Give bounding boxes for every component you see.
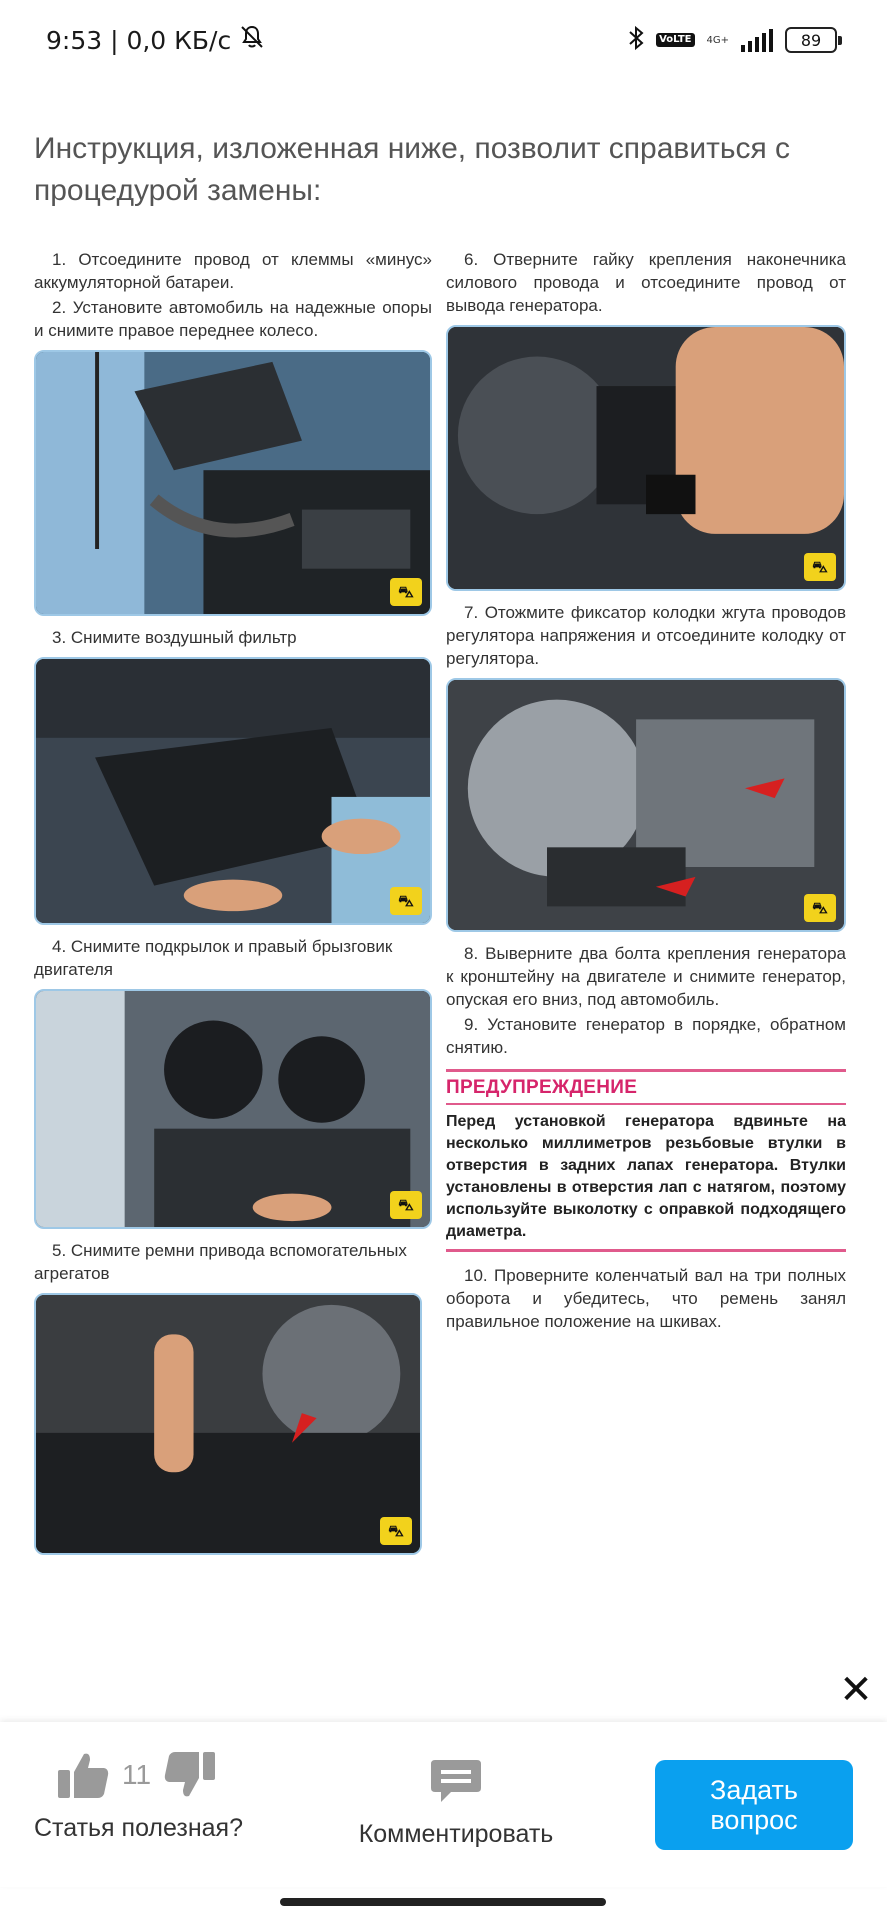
bluetooth-icon xyxy=(628,25,644,55)
car-badge-icon: ⛍ xyxy=(390,578,422,606)
step-2: 2. Установите автомобиль на надежные опоры и снимите правое переднее колесо. xyxy=(34,298,432,340)
home-indicator[interactable] xyxy=(280,1898,606,1906)
step-8: 8. Выверните два болта крепления генератора к кронштейну на двигателе и снимите генератор, опуская его вниз, под автомобиль. xyxy=(446,944,846,1009)
mute-icon xyxy=(239,24,265,56)
intro-text: Инструкция, изложенная ниже, позволит справиться с процедурой замены: xyxy=(34,132,791,207)
photo-splash-guard xyxy=(34,989,432,1229)
battery-icon: 89 xyxy=(785,27,837,53)
status-time: 9:53 | 0,0 КБ/с xyxy=(46,25,232,55)
useful-block xyxy=(34,1750,264,1843)
thumbs-up-icon[interactable] xyxy=(56,1750,110,1800)
step-6: 6. Отверните гайку крепления наконечника силового провода и отсоедините провод от вывода генератора. xyxy=(446,250,846,315)
status-left xyxy=(46,24,265,56)
photo-voltage-regulator xyxy=(446,678,846,932)
photo-air-filter xyxy=(34,657,432,925)
warning-box xyxy=(446,1069,846,1252)
car-badge-icon: ⛍ xyxy=(390,1191,422,1219)
comment-icon xyxy=(429,1758,483,1806)
step-9: 9. Установите генератор в порядке, обратном снятию. xyxy=(446,1015,846,1057)
close-icon: ✕ xyxy=(839,1667,873,1713)
comment-button[interactable] xyxy=(346,1758,566,1849)
step-7: 7. Отожмите фиксатор колодки жгута проводов регулятора напряжения и отсоедините колодку от регулятора. xyxy=(446,603,846,668)
manual-page xyxy=(34,248,854,1568)
status-right xyxy=(628,25,837,55)
car-badge-icon: ⛍ xyxy=(804,553,836,581)
network-type: 4G+ xyxy=(706,34,729,46)
photo-generator-wire xyxy=(446,325,846,591)
step-1: 1. Отсоедините провод от клеммы «минус» аккумуляторной батареи. xyxy=(34,250,432,292)
photo-engine-bay xyxy=(34,350,432,616)
warning-body: Перед установкой генератора вдвиньте на несколько миллиметров резьбовые втулки в отверстия в задних лапах генератора. Втулки установлены в отверстия лап с натягом, поэтому используйте выколотку с оправкой подходящего диаметра. xyxy=(446,1103,846,1252)
close-button[interactable] xyxy=(826,1660,886,1720)
step-5: 5. Снимите ремни привода вспомогательных агрегатов xyxy=(34,1241,407,1283)
comment-label: Комментировать xyxy=(358,1820,554,1848)
step-4: 4. Снимите подкрылок и правый брызговик двигателя xyxy=(34,937,393,979)
car-badge-icon: ⛍ xyxy=(804,894,836,922)
step-10: 10. Проверните коленчатый вал на три полных оборота и убедитесь, что ремень занял правильное положение на шкивах. xyxy=(446,1266,846,1331)
volte-icon: VoLTE xyxy=(656,33,694,47)
warning-title: ПРЕДУПРЕЖДЕНИЕ xyxy=(446,1069,846,1099)
ask-question-button[interactable]: Задать вопрос xyxy=(655,1760,853,1850)
manual-right-column xyxy=(446,248,846,1335)
photo-drive-belts xyxy=(34,1293,422,1555)
votes-row xyxy=(56,1750,264,1800)
likes-count: 11 xyxy=(122,1759,152,1790)
useful-label: Статья полезная? xyxy=(34,1814,243,1842)
step-3: 3. Снимите воздушный фильтр xyxy=(52,628,297,647)
status-bar xyxy=(0,0,887,80)
car-badge-icon: ⛍ xyxy=(390,887,422,915)
car-badge-icon: ⛍ xyxy=(380,1517,412,1545)
manual-left-column xyxy=(34,248,432,1565)
signal-icon xyxy=(741,28,773,52)
thumbs-down-icon[interactable] xyxy=(163,1750,217,1800)
action-bar xyxy=(0,1722,887,1887)
